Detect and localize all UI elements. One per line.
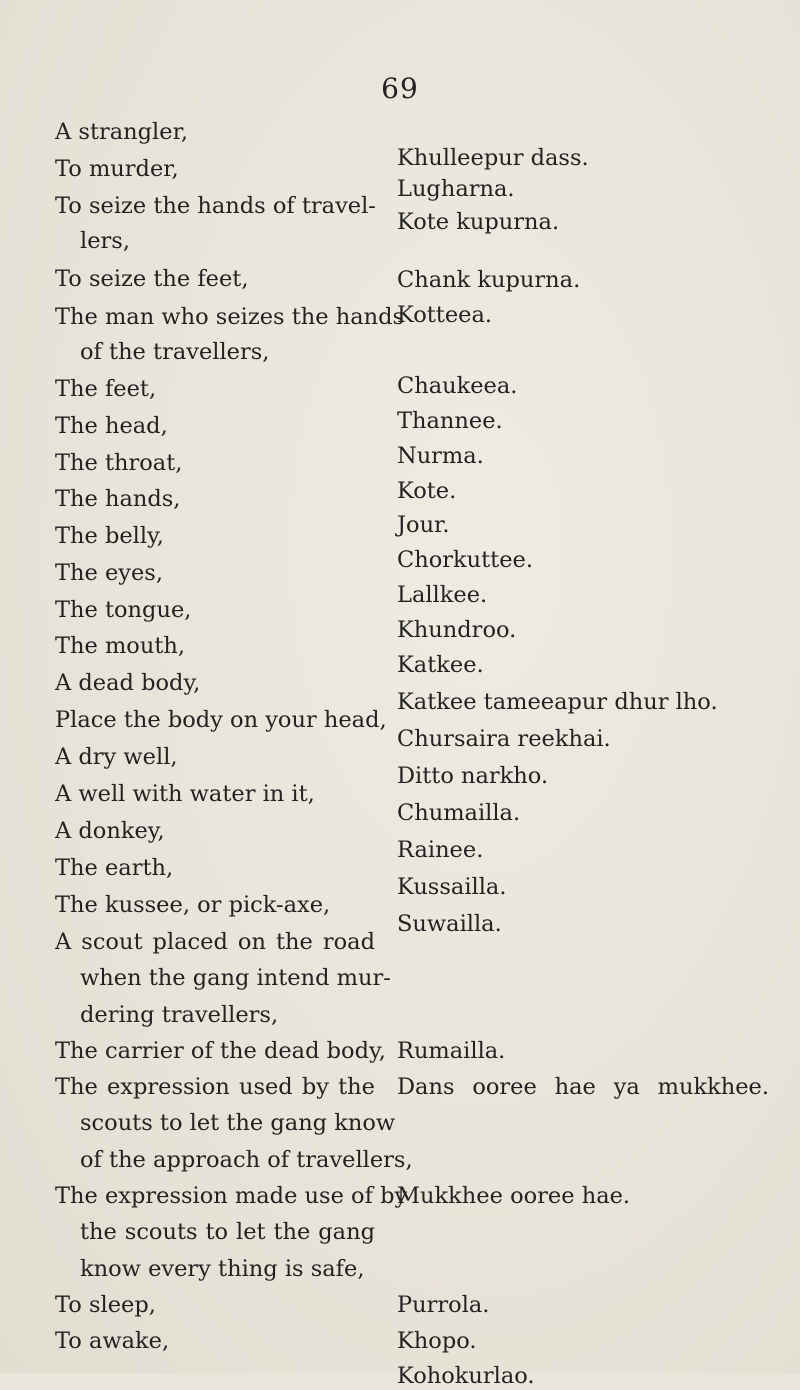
translation-term: Ditto narkho. <box>397 763 549 789</box>
english-term: The kussee, or pick-axe, <box>55 892 331 918</box>
english-term-continuation: lers, <box>80 228 130 254</box>
english-term: The carrier of the dead body, <box>55 1038 386 1064</box>
english-term: To seize the hands of travel- <box>55 193 376 219</box>
translation-term: Purrola. <box>397 1292 490 1318</box>
english-term: The mouth, <box>55 633 186 659</box>
english-term: To seize the feet, <box>55 266 249 292</box>
translation-term: Kote kupurna. <box>397 209 560 235</box>
english-term: The head, <box>55 413 168 439</box>
translation-term: Khundroo. <box>397 617 517 643</box>
translation-term: Lallkee. <box>397 582 488 608</box>
english-term: The man who seizes the hands <box>55 304 405 330</box>
english-term: A well with water in it, <box>55 781 315 807</box>
english-term-continuation: when the gang intend mur- <box>80 965 391 991</box>
translation-term: Kotteea. <box>397 302 493 328</box>
translation-term: Dans ooree hae ya mukkhee. <box>397 1074 769 1100</box>
english-term: Place the body on your head, <box>55 707 387 733</box>
translation-term: Rainee. <box>397 837 484 863</box>
translation-term: Nurma. <box>397 443 484 469</box>
translation-term: Kote. <box>397 478 457 504</box>
english-term: A dry well, <box>55 744 178 770</box>
english-term: A scout placed on the road <box>55 929 375 955</box>
english-term: The feet, <box>55 376 157 402</box>
english-term: To awake, <box>55 1328 170 1354</box>
english-term: The eyes, <box>55 560 164 586</box>
english-term: A strangler, <box>55 119 189 145</box>
page-number: 69 <box>381 72 419 105</box>
english-term: To sleep, <box>55 1292 156 1318</box>
english-term: A dead body, <box>55 670 201 696</box>
english-term: A donkey, <box>55 818 165 844</box>
english-term-continuation: of the travellers, <box>80 339 270 365</box>
translation-term: Mukkhee ooree hae. <box>397 1183 631 1209</box>
translation-term: Chorkuttee. <box>397 547 533 573</box>
english-term-continuation: dering travellers, <box>80 1002 279 1028</box>
translation-term: Katkee. <box>397 652 484 678</box>
translation-term: Chank kupurna. <box>397 267 581 293</box>
english-term: The hands, <box>55 486 181 512</box>
translation-term: Thannee. <box>397 408 503 434</box>
translation-term: Lugharna. <box>397 176 515 202</box>
english-term: The expression made use of by <box>55 1183 408 1209</box>
translation-term: Chumailla. <box>397 800 521 826</box>
english-term-continuation: the scouts to let the gang <box>80 1219 375 1245</box>
english-term: The earth, <box>55 855 174 881</box>
translation-term: Kohokurlao. <box>397 1363 535 1389</box>
translation-term: Chursaira reekhai. <box>397 726 611 752</box>
translation-term: Kussailla. <box>397 874 507 900</box>
translation-term: Chaukeea. <box>397 373 518 399</box>
english-term: The belly, <box>55 523 164 549</box>
english-term: To murder, <box>55 156 179 182</box>
english-term-continuation: of the approach of travellers, <box>80 1147 413 1173</box>
english-term: The expression used by the <box>55 1074 375 1100</box>
english-term: The tongue, <box>55 597 192 623</box>
translation-term: Katkee tameeapur dhur lho. <box>397 689 718 715</box>
english-term: The throat, <box>55 450 183 476</box>
translation-term: Suwailla. <box>397 911 502 937</box>
translation-term: Khulleepur dass. <box>397 145 589 171</box>
translation-term: Khopo. <box>397 1328 477 1354</box>
translation-term: Jour. <box>397 512 450 538</box>
english-term-continuation: know every thing is safe, <box>80 1256 365 1282</box>
english-term-continuation: scouts to let the gang know <box>80 1110 396 1136</box>
translation-term: Rumailla. <box>397 1038 506 1064</box>
